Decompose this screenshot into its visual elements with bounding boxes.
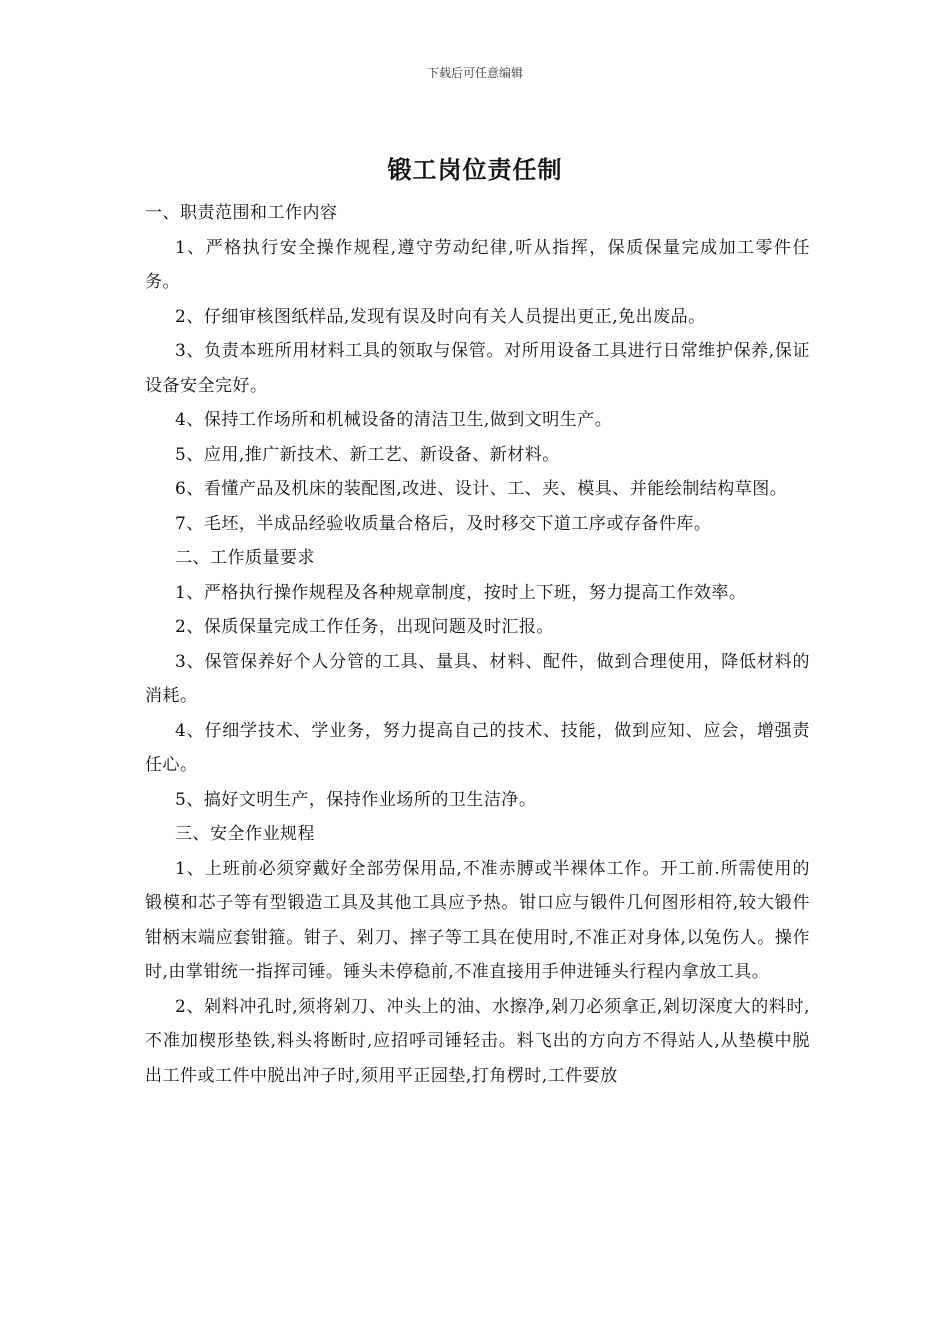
section-heading-2: 二、工作质量要求 — [175, 548, 315, 568]
document-title: 锻工岗位责任制 — [387, 155, 563, 184]
paragraph: 1、严格执行操作规程及各种规章制度，按时上下班，努力提高工作效率。 — [175, 582, 747, 603]
paragraph: 2、保质保量完成工作任务，出现问题及时汇报。 — [175, 617, 554, 637]
document-body — [145, 196, 810, 1093]
paragraph: 4、仔细学技术、学业务，努力提高自己的技术、技能，做到应知、应会，增强责任心。 — [145, 720, 810, 775]
paragraph: 6、看懂产品及机床的装配图,改进、设计、工、夹、模具、并能绘制结构草图。 — [175, 479, 788, 499]
paragraph: 7、毛坯，半成品经验收质量合格后，及时移交下道工序或存备件库。 — [175, 513, 712, 534]
paragraph: 5、搞好文明生产，保持作业场所的卫生洁净。 — [175, 789, 537, 810]
paragraph: 2、剁料冲孔时,须将剁刀、冲头上的油、水擦净,剁刀必须拿正,剁切深度大的料时,不准加楔形垫铁,料头将断时,应招呼司锤轻击。料飞出的方向方不得站人,从垫模中脱出工件或工件中脱出冲子时,须用平正园垫,打角楞时,工件要放 — [145, 996, 810, 1086]
section-heading-3: 三、安全作业规程 — [175, 824, 315, 844]
paragraph: 2、仔细审核图纸样品,发现有误及时向有关人员提出更正,免出废品。 — [175, 306, 706, 327]
paragraph: 1、严格执行安全操作规程,遵守劳动纪律,听从指挥，保质保量完成加工零件任务。 — [145, 237, 810, 292]
paragraph: 1、上班前必须穿戴好全部劳保用品,不准赤膊或半裸体工作。开工前.所需使用的锻模和芯子等有型锻造工具及其他工具应予热。钳口应与锻件几何图形相符,较大锻件钳柄末端应套钳箍。钳子、剁刀、摔子等工具在使用时,不准正对身体,以兔伤人。操作时,由掌钳统一指挥司锤。锤头未停稳前,不准直接用手伸进锤头行程内拿放工具。 — [145, 858, 810, 982]
paragraph: 5、应用,推广新技术、新工艺、新设备、新材料。 — [175, 444, 560, 465]
page-header: 下载后可任意编辑 — [426, 66, 523, 80]
paragraph: 3、保管保养好个人分管的工具、量具、材料、配件，做到合理使用，降低材料的消耗。 — [145, 651, 810, 706]
paragraph: 4、保持工作场所和机械设备的清洁卫生,做到文明生产。 — [175, 410, 613, 430]
paragraph: 3、负责本班所用材料工具的领取与保管。对所用设备工具进行日常维护保养,保证设备安全完好。 — [145, 341, 810, 396]
section-heading-1: 一、职责范围和工作内容 — [145, 203, 338, 223]
